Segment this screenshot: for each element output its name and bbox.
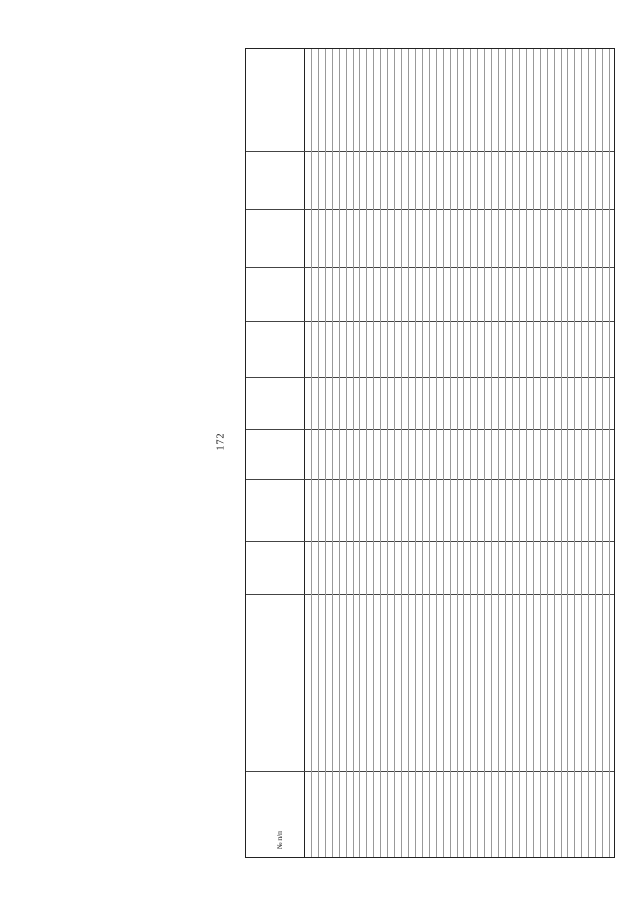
table-row-rule (484, 49, 485, 857)
table-row-rule (387, 49, 388, 857)
table-row-rule (318, 49, 319, 857)
table-row-rule (366, 49, 367, 857)
table-column-rule (246, 771, 614, 772)
table-row-rule (457, 49, 458, 857)
table-row-rule (429, 49, 430, 857)
table-row-rule (540, 49, 541, 857)
table-row-rule (339, 49, 340, 857)
table-row-rule (588, 49, 589, 857)
table-row-rule (470, 49, 471, 857)
table-row-rule (602, 49, 603, 857)
table-row-rule (325, 49, 326, 857)
table-row-rule (408, 49, 409, 857)
table-row-rule (359, 49, 360, 857)
table-row-rule (519, 49, 520, 857)
page-number: 172 (215, 432, 227, 451)
table-row-rule (353, 49, 354, 857)
table-row-rule (311, 49, 312, 857)
table-row-rule (505, 49, 506, 857)
table-row-rule (443, 49, 444, 857)
table-row-rule (512, 49, 513, 857)
table-row-rule (561, 49, 562, 857)
table-row-rule (450, 49, 451, 857)
rotated-table (245, 48, 615, 858)
table-row-rule (554, 49, 555, 857)
table-row-rule (380, 49, 381, 857)
table-column-rule (246, 321, 614, 322)
table-row-rule (609, 49, 610, 857)
table-row-rule (401, 49, 402, 857)
table-column-rule (246, 479, 614, 480)
table-row-rule (498, 49, 499, 857)
table-column-rule (246, 429, 614, 430)
table-row-rule (595, 49, 596, 857)
table-column-rule (246, 267, 614, 268)
table-column-rule (246, 151, 614, 152)
table-row-rule (533, 49, 534, 857)
table-row-rule (567, 49, 568, 857)
header-number-column: № п/п (276, 831, 284, 849)
table-row-rule (373, 49, 374, 857)
table-row-rule (422, 49, 423, 857)
table-column-rule (246, 209, 614, 210)
table-row-rule (491, 49, 492, 857)
table-row-rule (526, 49, 527, 857)
table-header-band (246, 49, 305, 857)
table-column-rule (246, 541, 614, 542)
table-row-rule (547, 49, 548, 857)
table-row-rule (477, 49, 478, 857)
table-row-rule (436, 49, 437, 857)
table-row-rule (346, 49, 347, 857)
table-row-rule (463, 49, 464, 857)
table-column-rule (246, 377, 614, 378)
table-column-rule (246, 594, 614, 595)
table-row-rule (394, 49, 395, 857)
table-row-rule (415, 49, 416, 857)
table-row-rule (581, 49, 582, 857)
table-row-rule (574, 49, 575, 857)
table-row-rule (332, 49, 333, 857)
